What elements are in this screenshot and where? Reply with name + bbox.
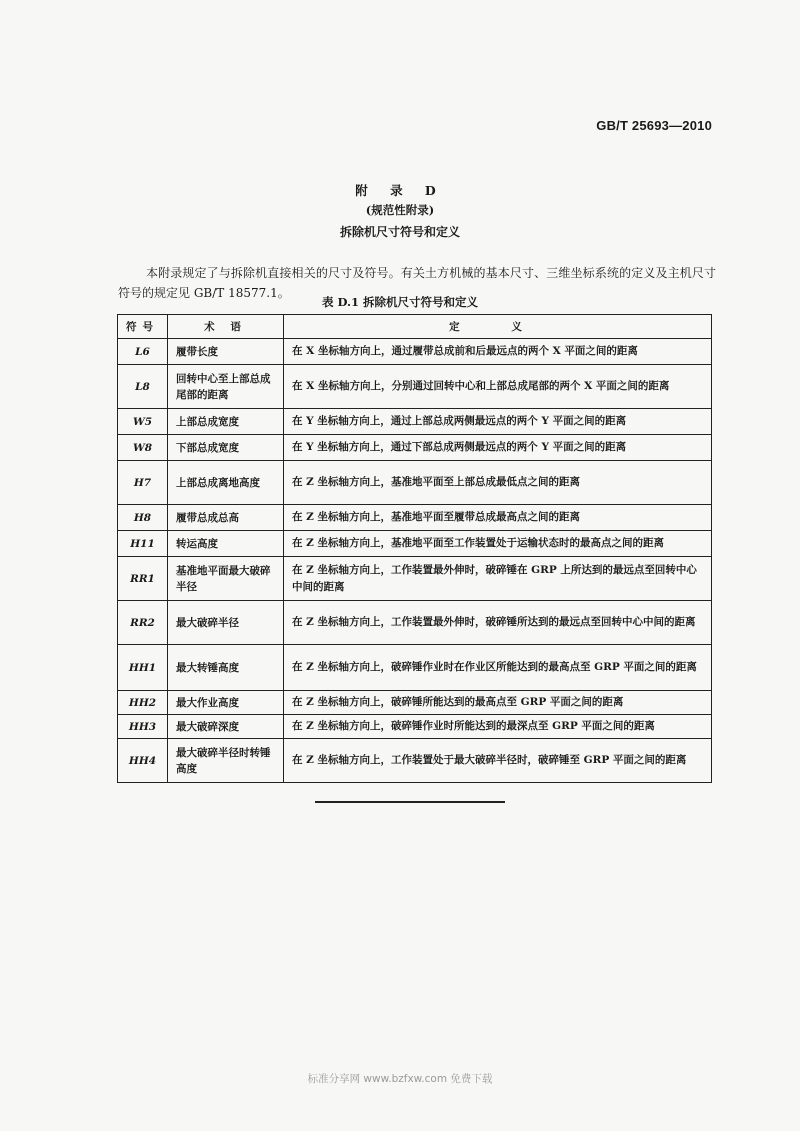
standard-number: GB/T 25693—2010 [596,118,712,133]
row-symbol: HH1 [118,645,168,691]
row-symbol: HH3 [118,715,168,739]
annex-title: 附 录 D [355,183,445,198]
header-term: 术 语 [168,315,284,339]
header-symbol: 符号 [118,315,168,339]
row-term: 最大破碎半径 [168,601,284,645]
intro-paragraph: 本附录规定了与拆除机直接相关的尺寸及符号。有关土方机械的基本尺寸、三维坐标系统的定义及主机尺寸符号的规定见 GB/T 18577.1。 [118,266,716,300]
row-symbol: RR2 [118,601,168,645]
row-definition: 在 Z 坐标轴方向上，工作装置最外伸时，破碎锤所达到的最远点至回转中心中间的距离 [284,601,712,645]
table-row [118,645,712,691]
table-header-row [118,315,712,339]
row-symbol: W5 [118,409,168,435]
row-definition: 在 Z 坐标轴方向上，破碎锤作业时所能达到的最深点至 GRP 平面之间的距离 [284,715,712,739]
row-definition: 在 Y 坐标轴方向上，通过下部总成两侧最远点的两个 Y 平面之间的距离 [284,435,712,461]
end-rule [315,801,505,803]
row-definition: 在 Z 坐标轴方向上，基准地平面至履带总成最高点之间的距离 [284,505,712,531]
table-row [118,715,712,739]
row-term: 基准地平面最大破碎半径 [168,557,284,601]
table-row [118,557,712,601]
definitions-table [117,314,712,783]
row-symbol: L8 [118,365,168,409]
row-symbol: H8 [118,505,168,531]
row-term: 履带总成总高 [168,505,284,531]
row-definition: 在 X 坐标轴方向上，通过履带总成前和后最远点的两个 X 平面之间的距离 [284,339,712,365]
row-term: 最大破碎半径时转锤高度 [168,739,284,783]
table-row [118,601,712,645]
table-row [118,531,712,557]
table-row [118,365,712,409]
row-term: 转运高度 [168,531,284,557]
row-definition: 在 Z 坐标轴方向上，基准地平面至上部总成最低点之间的距离 [284,461,712,505]
row-symbol: H11 [118,531,168,557]
table-row [118,505,712,531]
table-row [118,435,712,461]
header-definition: 定 义 [284,315,712,339]
table-caption: 表 D.1 拆除机尺寸符号和定义 [321,295,479,309]
row-symbol: HH4 [118,739,168,783]
table-row [118,339,712,365]
annex-name: 拆除机尺寸符号和定义 [339,225,460,239]
row-symbol: L6 [118,339,168,365]
row-term: 最大破碎深度 [168,715,284,739]
table-row [118,691,712,715]
row-term: 上部总成宽度 [168,409,284,435]
row-term: 回转中心至上部总成尾部的距离 [168,365,284,409]
row-definition: 在 Z 坐标轴方向上，基准地平面至工作装置处于运输状态时的最高点之间的距离 [284,531,712,557]
watermark-footer: 标准分享网 www.bzfxw.com 免费下载 [307,1073,493,1085]
row-term: 最大转锤高度 [168,645,284,691]
table-row [118,409,712,435]
row-term: 上部总成离地高度 [168,461,284,505]
table-row [118,461,712,505]
row-definition: 在 Z 坐标轴方向上，破碎锤作业时在作业区所能达到的最高点至 GRP 平面之间的距离 [284,645,712,691]
row-symbol: RR1 [118,557,168,601]
row-symbol: H7 [118,461,168,505]
row-term: 最大作业高度 [168,691,284,715]
row-definition: 在 Y 坐标轴方向上，通过上部总成两侧最远点的两个 Y 平面之间的距离 [284,409,712,435]
row-definition: 在 Z 坐标轴方向上，工作装置处于最大破碎半径时，破碎锤至 GRP 平面之间的距离 [284,739,712,783]
row-definition: 在 X 坐标轴方向上，分别通过回转中心和上部总成尾部的两个 X 平面之间的距离 [284,365,712,409]
row-term: 下部总成宽度 [168,435,284,461]
row-definition: 在 Z 坐标轴方向上，破碎锤所能达到的最高点至 GRP 平面之间的距离 [284,691,712,715]
annex-type: (规范性附录) [365,203,435,217]
row-definition: 在 Z 坐标轴方向上，工作装置最外伸时，破碎锤在 GRP 上所达到的最远点至回转中心中间的距离 [284,557,712,601]
row-symbol: HH2 [118,691,168,715]
row-symbol: W8 [118,435,168,461]
row-term: 履带长度 [168,339,284,365]
table-row [118,739,712,783]
